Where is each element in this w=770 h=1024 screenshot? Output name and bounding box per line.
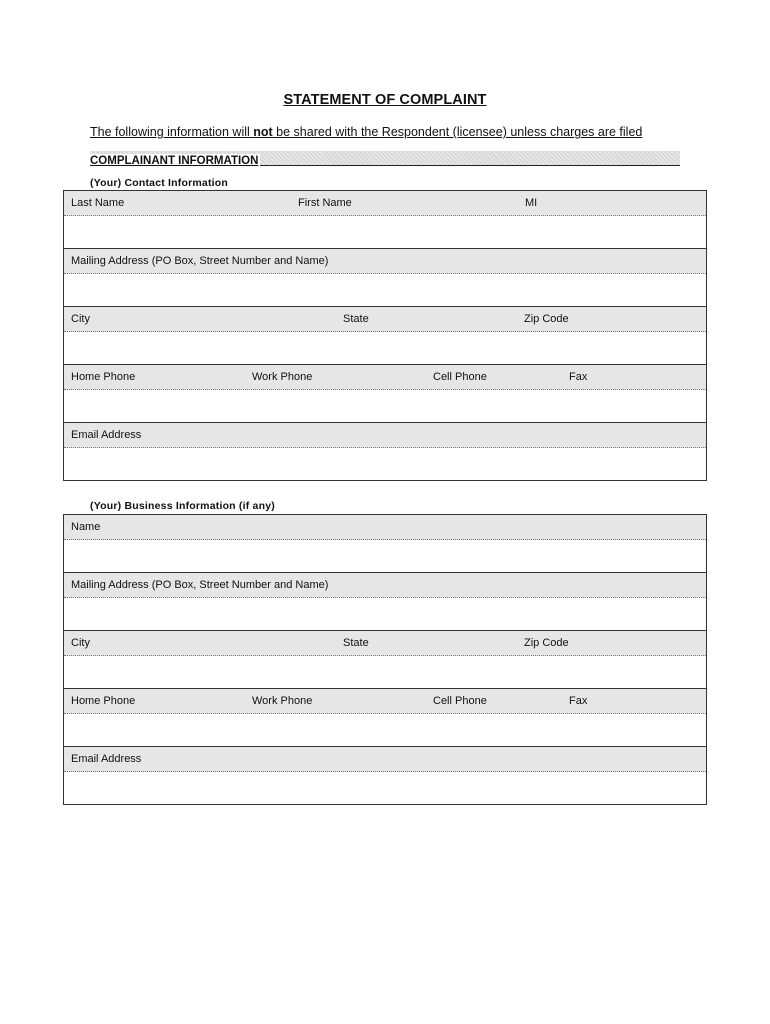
state-label: State <box>343 313 369 325</box>
mailing-address-field[interactable] <box>64 274 706 307</box>
mi-label: MI <box>525 197 538 209</box>
business-phone-numbers-field[interactable] <box>64 714 706 747</box>
complainant-section-heading <box>90 151 680 166</box>
disclaimer-emphasis: not <box>253 125 273 139</box>
business-info-table <box>63 514 707 805</box>
address-label-row <box>64 249 706 274</box>
business-zip-code-label: Zip Code <box>524 637 569 649</box>
business-mailing-address-field[interactable] <box>64 598 706 631</box>
zip-code-label: Zip Code <box>524 313 569 325</box>
mailing-address-label: Mailing Address (PO Box, Street Number and Name) <box>71 255 329 267</box>
phone-label-row <box>64 365 706 390</box>
business-email-label-row <box>64 747 706 772</box>
contact-info-table <box>63 190 707 481</box>
email-address-field[interactable] <box>64 448 706 480</box>
business-state-label: State <box>343 637 369 649</box>
home-phone-label: Home Phone <box>71 371 136 383</box>
page-title: STATEMENT OF COMPLAINT <box>283 92 487 108</box>
business-city-label: City <box>71 637 90 649</box>
business-info-heading: (Your) Business Information (if any) <box>90 500 275 512</box>
contact-info-heading: (Your) Contact Information <box>90 177 228 189</box>
business-work-phone-label: Work Phone <box>252 695 313 707</box>
business-mailing-address-label: Mailing Address (PO Box, Street Number and Name) <box>71 579 329 591</box>
disclaimer-after: be shared with the Respondent (licensee) unless charges are filed <box>272 125 643 139</box>
email-address-label: Email Address <box>71 429 142 441</box>
city-label: City <box>71 313 90 325</box>
city-label-row <box>64 307 706 332</box>
email-label-row <box>64 423 706 448</box>
business-home-phone-label: Home Phone <box>71 695 136 707</box>
phone-numbers-field[interactable] <box>64 390 706 423</box>
disclaimer-before: The following information will <box>90 125 254 139</box>
business-cell-phone-label: Cell Phone <box>433 695 487 707</box>
business-address-label-row <box>64 573 706 598</box>
business-city-label-row <box>64 631 706 656</box>
business-name-label-row <box>64 515 706 540</box>
city-state-zip-field[interactable] <box>64 332 706 365</box>
business-email-address-field[interactable] <box>64 772 706 804</box>
business-name-label: Name <box>71 521 101 533</box>
business-city-state-zip-field[interactable] <box>64 656 706 689</box>
business-phone-label-row <box>64 689 706 714</box>
business-fax-label: Fax <box>569 695 588 707</box>
first-name-label: First Name <box>298 197 352 209</box>
disclaimer-text <box>90 125 642 139</box>
name-input-field[interactable] <box>64 216 706 249</box>
fax-label: Fax <box>569 371 588 383</box>
work-phone-label: Work Phone <box>252 371 313 383</box>
business-email-address-label: Email Address <box>71 753 142 765</box>
name-label-row <box>64 191 706 216</box>
last-name-label: Last Name <box>71 197 125 209</box>
section-heading-label: COMPLAINANT INFORMATION <box>90 155 259 167</box>
cell-phone-label: Cell Phone <box>433 371 487 383</box>
business-name-field[interactable] <box>64 540 706 573</box>
